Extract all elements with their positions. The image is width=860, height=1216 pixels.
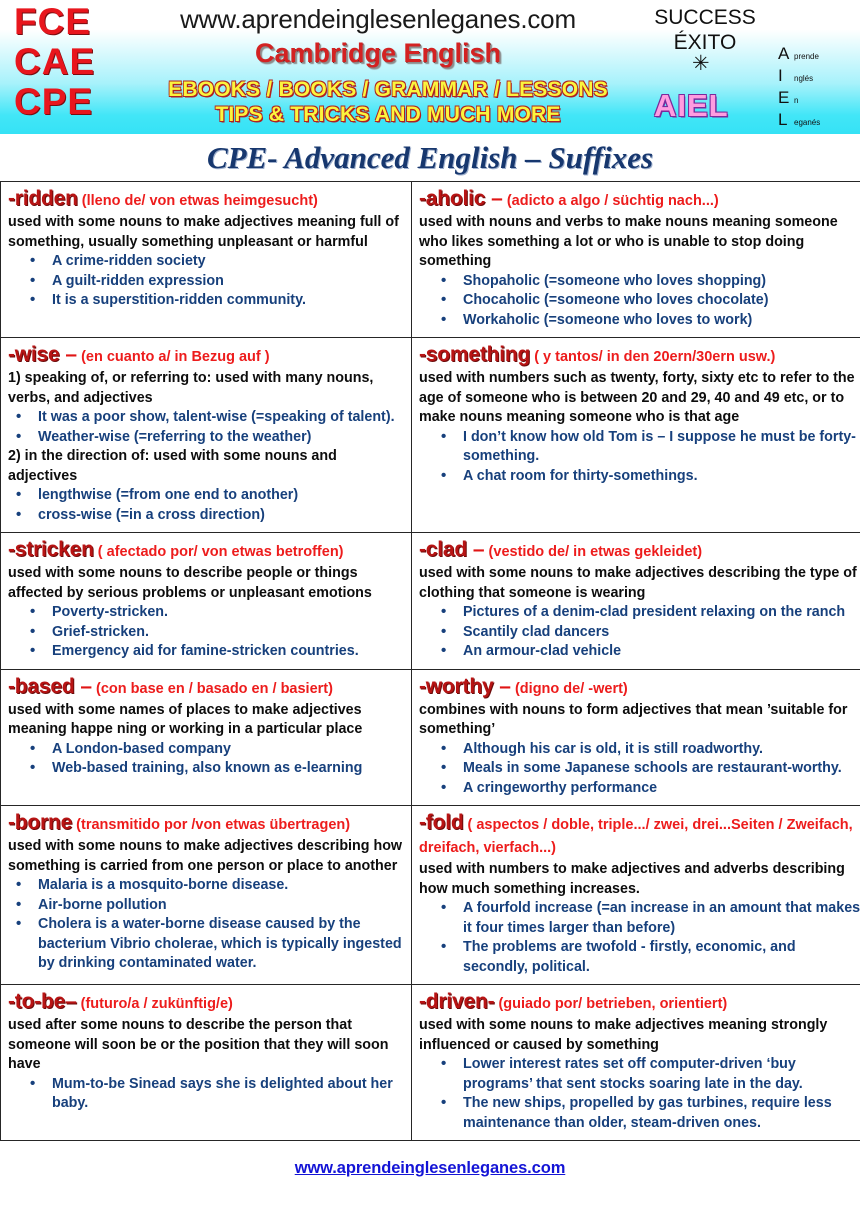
suffix-definition: used with some names of places to make adjectives meaning happe ning or working in a particular place [8, 701, 363, 737]
banner-website-url: www.aprendeinglesenleganes.com [180, 4, 576, 34]
suffix-cell-driven [412, 985, 860, 1141]
list-item: • Weather-wise (=referring to the weather) [8, 428, 405, 448]
suffix-token: -borne [8, 811, 73, 834]
exam-level-cpe: CPE [14, 81, 94, 122]
list-item: • An armour-clad vehicle [419, 642, 860, 662]
suffix-definition: used with some nouns to make adjectives describing the type of clothing that someone is wearing [419, 565, 857, 601]
suffix-definition: used with numbers to make adjectives and adverbs describing how much something increases. [419, 861, 845, 897]
suffix-cell-clad [412, 533, 860, 670]
suffix-definition: used with nouns and verbs to make nouns meaning someone who likes something a lot or who is unable to stop doing something [419, 214, 838, 269]
list-item: • A crime-ridden society [8, 252, 405, 272]
suffix-token: -clad [419, 538, 468, 561]
suffix-definition: used with some nouns to make adjectives meaning full of something, usually something unpleasant or harmful [8, 214, 399, 250]
suffix-heading [8, 811, 405, 836]
list-item: • A guilt-ridden expression [8, 272, 405, 292]
example-list [8, 740, 405, 779]
suffix-token: -stricken [8, 538, 94, 561]
acronym-row [778, 66, 858, 88]
suffix-heading [8, 187, 405, 212]
list-item: • The new ships, propelled by gas turbines, require less maintenance than older, steam-driven ones. [419, 1094, 860, 1133]
suffix-definition: combines with nouns to form adjectives that mean ’suitable for something’ [419, 701, 848, 737]
suffix-cell-aholic [412, 182, 860, 338]
list-item: • Meals in some Japanese schools are restaurant-worthy. [419, 759, 860, 779]
acronym-row [778, 88, 858, 110]
suffix-translation: (vestido de/ in etwas gekleidet) [484, 544, 703, 560]
table-row [1, 533, 860, 670]
example-list [419, 740, 860, 799]
banner-tagline-line1: EBOOKS / BOOKS / GRAMMAR / LESSONS [168, 78, 608, 101]
suffix-translation: ( aspectos / doble, triple.../ zwei, drei...Seiten / Zweifach, dreifach, vierfach...) [419, 817, 853, 856]
suffix-dash: – [59, 343, 78, 366]
example-list [419, 899, 860, 977]
suffix-translation: ( afectado por/ von etwas betroffen) [93, 544, 344, 560]
suffix-dash: – [493, 674, 511, 698]
exam-level-fce: FCE [14, 1, 91, 42]
suffix-token: -something [419, 343, 531, 366]
suffix-token: -fold [419, 811, 464, 834]
aiel-logo-wordmark: AIEL [654, 88, 729, 123]
list-item: • A London-based company [8, 740, 405, 760]
example-list [419, 428, 860, 487]
example-list [8, 876, 405, 974]
suffix-definition: used with some nouns to make adjectives meaning strongly influenced or caused by something [419, 1017, 828, 1053]
list-item: • Emergency aid for famine-stricken countries. [8, 642, 405, 662]
suffix-heading [8, 990, 405, 1015]
suffix-definition: 2) in the direction of: used with some nouns and adjectives [8, 448, 337, 484]
example-list [419, 603, 860, 662]
footer-website-link[interactable]: www.aprendeinglesenleganes.com [294, 1159, 566, 1177]
acronym-letter: A [778, 44, 790, 63]
suffix-translation: (digno de/ -wert) [510, 680, 628, 697]
list-item: • Workaholic (=someone who loves to work) [419, 311, 860, 331]
list-item: • Chocaholic (=someone who loves chocolate) [419, 291, 860, 311]
acronym-word: eganés [794, 118, 821, 127]
exam-level-cae: CAE [14, 41, 96, 82]
suffix-token: -based [8, 674, 75, 698]
suffix-dash: – [485, 187, 503, 210]
banner-tagline [128, 77, 648, 127]
list-item: • Mum-to-be Sinead says she is delighted about her baby. [8, 1075, 405, 1114]
example-list [8, 603, 405, 662]
suffix-translation: (guiado por/ betrieben, orientiert) [494, 996, 728, 1012]
suffix-cell-to-be [1, 985, 412, 1141]
suffix-token: -to-be– [8, 990, 77, 1013]
suffix-dash: – [74, 674, 93, 698]
table-row [1, 338, 860, 533]
list-item: • Cholera is a water-borne disease caused by the bacterium Vibrio cholerae, which is typically ingested by drinking contaminated water. [8, 915, 405, 974]
list-item: • Air-borne pollution [8, 896, 405, 916]
acronym-word: prende [794, 52, 819, 61]
suffix-heading [8, 343, 405, 368]
acronym-letter: I [778, 66, 783, 85]
suffix-cell-based [1, 669, 412, 806]
acronym-row [778, 44, 858, 66]
suffix-table [0, 181, 860, 1141]
example-list [8, 486, 405, 525]
example-list [8, 252, 405, 311]
suffix-table-body [1, 182, 860, 1141]
suffix-token: -aholic [419, 187, 486, 210]
list-item: • I don’t know how old Tom is – I suppose he must be forty-something. [419, 428, 860, 467]
suffix-translation: (lleno de/ von etwas heimgesucht) [77, 193, 318, 209]
suffix-definition: 1) speaking of, or referring to: used with many nouns, verbs, and adjectives [8, 370, 374, 406]
acronym-word: n [794, 96, 799, 105]
acronym-row [778, 110, 858, 132]
suffix-definition: used with some nouns to describe people or things affected by serious problems or unpleasant emotions [8, 565, 372, 601]
list-item: • Grief-stricken. [8, 623, 405, 643]
suffix-cell-ridden [1, 182, 412, 338]
suffix-translation: ( y tantos/ in den 20ern/30ern usw.) [530, 349, 776, 365]
banner-success-motto [630, 5, 780, 55]
suffix-cell-something [412, 338, 860, 533]
suffix-token: -ridden [8, 187, 78, 210]
suffix-heading [419, 538, 860, 563]
list-item: • Although his car is old, it is still roadworthy. [419, 740, 860, 760]
example-list [8, 408, 405, 447]
site-banner [0, 0, 860, 134]
list-item: • Shopaholic (=someone who loves shopping) [419, 272, 860, 292]
list-item: • lengthwise (=from one end to another) [8, 486, 405, 506]
acronym-letter: E [778, 88, 790, 107]
suffix-translation: (futuro/a / zukünftig/e) [76, 996, 233, 1012]
footer [0, 1141, 860, 1178]
suffix-cell-wise [1, 338, 412, 533]
list-item: • Poverty-stricken. [8, 603, 405, 623]
list-item: • Web-based training, also known as e-learning [8, 759, 405, 779]
example-list [8, 1075, 405, 1114]
list-item: • It was a poor show, talent-wise (=speaking of talent). [8, 408, 405, 428]
sun-burst-icon: ✳ [692, 52, 710, 75]
suffix-cell-borne [1, 806, 412, 985]
suffix-translation: (adicto a algo / süchtig nach...) [502, 193, 719, 209]
suffix-cell-worthy [412, 669, 860, 806]
table-row [1, 182, 860, 338]
banner-brand-title: Cambridge English [254, 38, 502, 68]
aiel-acronym-expansion [778, 44, 858, 132]
list-item: • A cringeworthy performance [419, 779, 860, 799]
acronym-letter: L [778, 110, 788, 129]
list-item: • A fourfold increase (=an increase in an amount that makes it four times larger than before) [419, 899, 860, 938]
success-english: SUCCESS [654, 6, 756, 29]
suffix-translation: (en cuanto a/ in Bezug auf ) [77, 349, 270, 365]
suffix-cell-fold [412, 806, 860, 985]
list-item: • cross-wise (=in a cross direction) [8, 506, 405, 526]
suffix-heading [419, 990, 860, 1015]
table-row [1, 985, 860, 1141]
list-item: • It is a superstition-ridden community. [8, 291, 405, 311]
suffix-heading [8, 538, 405, 563]
suffix-definition: used with some nouns to make adjectives describing how something is carried from one person or place to another [8, 838, 403, 874]
suffix-translation: (transmitido por /von etwas übertragen) [72, 817, 351, 833]
list-item: • A chat room for thirty-somethings. [419, 467, 860, 487]
page-title: CPE- Advanced English – Suffixes [206, 140, 654, 175]
list-item: • The problems are twofold - firstly, economic, and secondly, political. [419, 938, 860, 977]
example-list [419, 272, 860, 331]
list-item: • Pictures of a denim-clad president relaxing on the ranch [419, 603, 860, 623]
acronym-word: nglés [794, 74, 814, 83]
example-list [419, 1055, 860, 1133]
suffix-definition: used with numbers such as twenty, forty, sixty etc to refer to the age of someone who is between 20 and 29, 40 and 49 etc, or to make nouns meaning someone who is that age [419, 370, 855, 425]
suffix-heading [419, 675, 860, 700]
list-item: • Malaria is a mosquito-borne disease. [8, 876, 405, 896]
table-row [1, 669, 860, 806]
suffix-cell-stricken [1, 533, 412, 670]
suffix-translation: (con base en / basado en / basiert) [92, 680, 333, 697]
suffix-heading [419, 187, 860, 212]
list-item: • Lower interest rates set off computer-driven ‘buy programs’ that sent stocks soaring late in the day. [419, 1055, 860, 1094]
suffix-heading [419, 343, 860, 368]
suffix-token: -worthy [419, 674, 494, 698]
success-spanish: ÉXITO [673, 31, 737, 54]
suffix-dash: – [467, 538, 485, 561]
suffix-token: -driven- [419, 990, 495, 1013]
suffix-heading [419, 811, 860, 859]
suffix-token: -wise [8, 343, 60, 366]
list-item: • Scantily clad dancers [419, 623, 860, 643]
table-row [1, 806, 860, 985]
suffix-heading [8, 675, 405, 700]
banner-tagline-line2: TIPS & TRICKS AND MUCH MORE [215, 103, 561, 126]
suffix-definition: used after some nouns to describe the person that someone will soon be or the position that they will soon have [8, 1017, 389, 1072]
